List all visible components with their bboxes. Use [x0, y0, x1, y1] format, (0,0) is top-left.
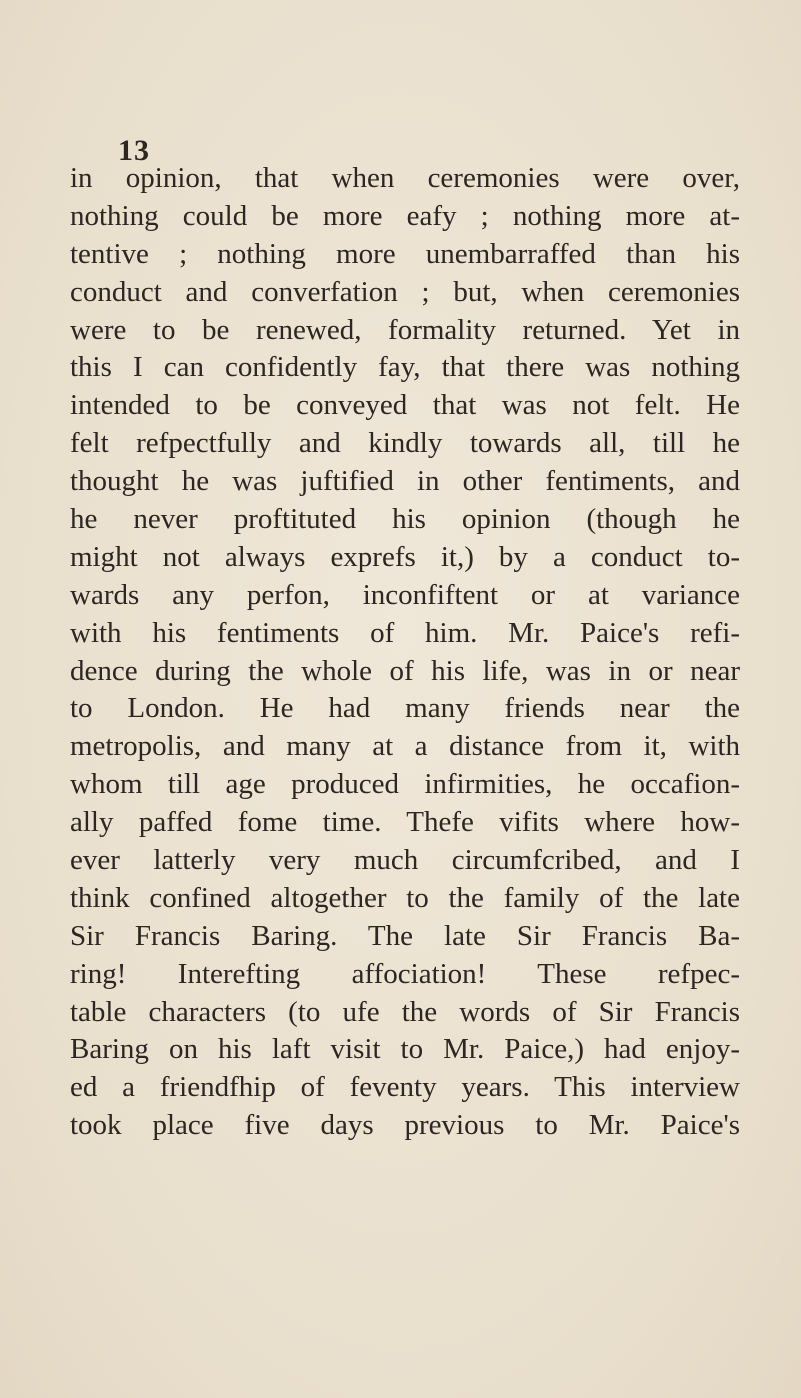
- text-line: table characters (to ufe the words of Sir Francis: [70, 995, 740, 1028]
- text-line: think confined altogether to the family of the late: [70, 881, 740, 914]
- text-line: intended to be conveyed that was not felt. He: [70, 389, 740, 422]
- text-line: whom till age produced infirmities, he occafion-: [70, 768, 740, 801]
- text-line: dence during the whole of his life, was in or near: [70, 654, 740, 687]
- text-line: tentive ; nothing more unembarraffed than his: [70, 237, 740, 270]
- text-line: ever latterly very much circumfcribed, and I: [70, 844, 740, 877]
- text-line: he never proftituted his opinion (though he: [70, 503, 740, 536]
- text-line: metropolis, and many at a distance from it, with: [70, 730, 740, 763]
- text-line: in opinion, that when ceremonies were over,: [70, 162, 740, 194]
- text-line: were to be renewed, formality returned. Yet in: [70, 313, 740, 346]
- text-line: thought he was juftified in other fentiments, and: [70, 465, 740, 498]
- text-line: felt refpectfully and kindly towards all, till he: [70, 427, 740, 460]
- text-line: took place five days previous to Mr. Paice's: [70, 1109, 740, 1142]
- page-number: 13: [118, 134, 150, 167]
- text-line: to London. He had many friends near the: [70, 692, 740, 725]
- text-line: with his fentiments of him. Mr. Paice's refi-: [70, 616, 740, 649]
- text-line: might not always exprefs it,) by a conduct to-: [70, 540, 740, 573]
- text-line: Baring on his laft visit to Mr. Paice,) had enjoy-: [70, 1033, 740, 1066]
- text-line: ring! Interefting affociation! These refpec-: [70, 957, 740, 990]
- text-line: Sir Francis Baring. The late Sir Francis Ba-: [70, 919, 740, 952]
- body-text: [70, 160, 740, 1145]
- text-line: nothing could be more eafy ; nothing more at-: [70, 199, 740, 232]
- text-line: this I can confidently fay, that there was nothing: [70, 351, 740, 384]
- text-line: conduct and converfation ; but, when ceremonies: [70, 275, 740, 308]
- text-line: wards any perfon, inconfiftent or at variance: [70, 578, 740, 611]
- text-line: ally paffed fome time. Thefe vifits where how-: [70, 806, 740, 839]
- text-line: ed a friendfhip of feventy years. This interview: [70, 1071, 740, 1104]
